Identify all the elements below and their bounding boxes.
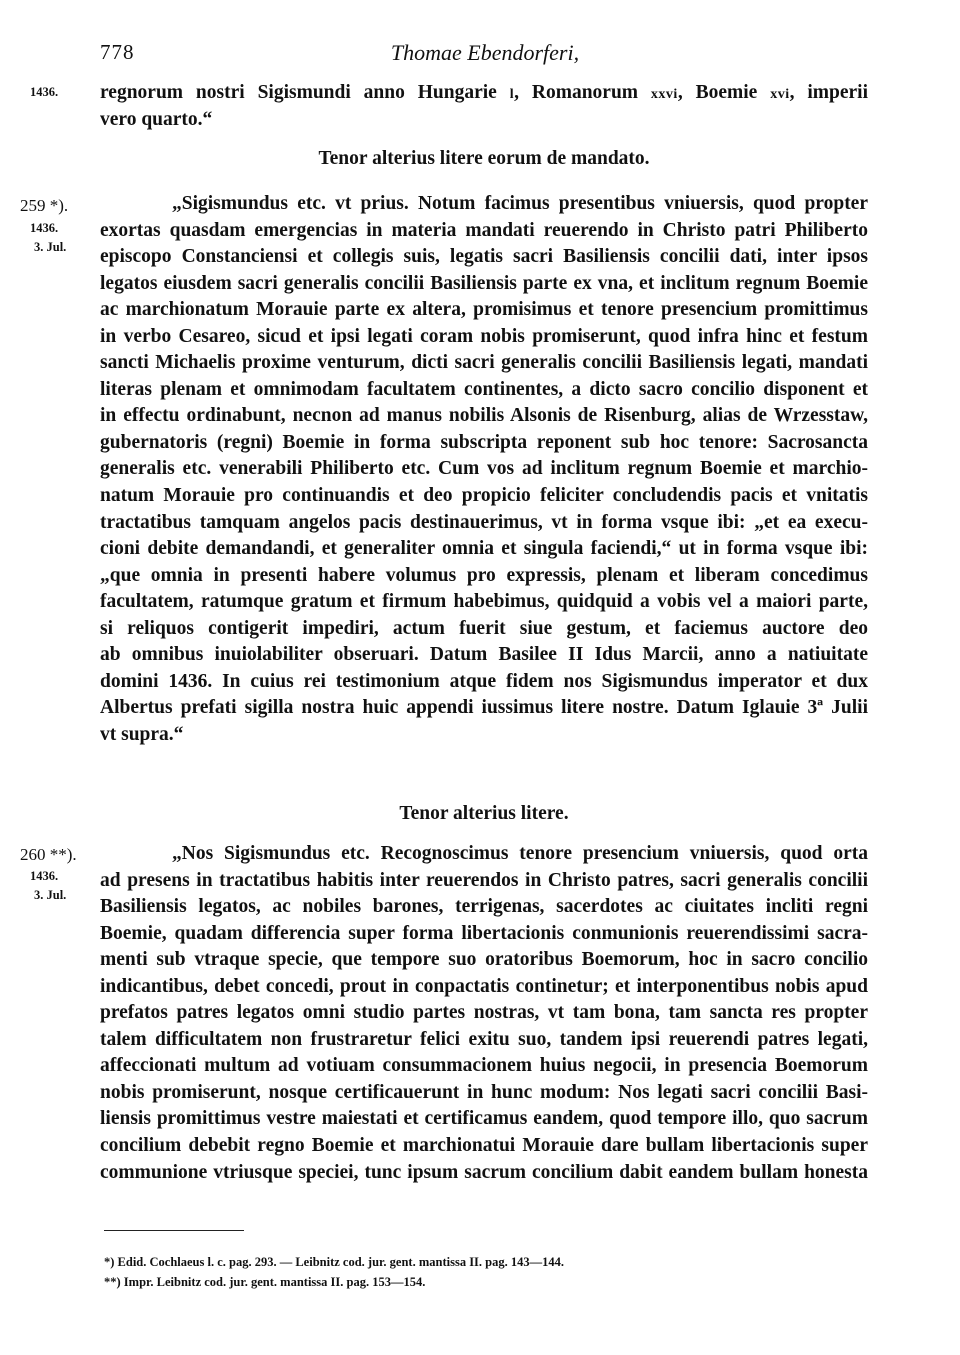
- text-line: domini 1436. In cuius rei testimonium atque fidem nos Sigismundus imperator et dux: [100, 670, 868, 692]
- text-line: ad presens in tractatibus habitis inter reuerendos in Christo patres, sacri generalis concilii: [100, 869, 868, 891]
- section-heading: Tenor alterius litere.: [399, 803, 569, 824]
- text-line: prefatos patres legatos omni studio partes nostras, vt tam bona, tam sancta res propter: [100, 1002, 868, 1024]
- text-block-260: [100, 841, 868, 1186]
- text-line: ac marchionatum Morauie parte ex altera, promisimus et tenore presencium promittimus: [100, 299, 868, 321]
- text-line: talem difficultatem non frustraretur felici exitu suo, tandem ipsi reuerendi patres legati,: [100, 1028, 868, 1050]
- text-line: menti sub vtraque specie, que tempore suo oratoribus Boemorum, hoc in sacro concilio: [100, 949, 868, 971]
- text-line: ab omnibus inuiolabiliter obseruari. Datum Basilee II Idus Marcii, anno a natiuitate: [100, 644, 868, 666]
- text-line: nobis promiserunt, nosque certificauerunt in hunc modum: Nos legati sacri concilii Basi-: [100, 1081, 868, 1103]
- text-line: Albertus prefati sigilla nostra huic appendi iussimus litere nostre. Datum Iglauie 3ª Julii: [100, 697, 868, 719]
- text-line: literas plenam et omnimodam facultatem continentes, a dicto sacro concilio disponent et: [100, 378, 868, 400]
- text-block-intro: [100, 80, 868, 133]
- text-line: in effectu ordinabunt, necnon ad manus nobilis Alsonis de Risenburg, alias de Wrzesstaw,: [100, 405, 868, 427]
- text-line: liensis promittimus vestre maiestati et certificamus eandem, quod tempore illo, quo sacrum: [100, 1108, 868, 1130]
- text-line: generalis etc. venerabili Philiberto etc. Cum vos ad inclitum regnum Boemie et marchio-: [100, 458, 868, 480]
- text-line: communione vtriusque speciei, tunc ipsum sacrum concilium dabit eandem bullam honesta: [100, 1161, 868, 1183]
- margin-year-260: 1436.: [30, 869, 59, 883]
- margin-year-259: 1436.: [30, 221, 59, 235]
- text-line: episcopo Constanciensi et collegis suis, legatis sacri Basiliensis concilii dati, inter ipsos: [100, 246, 868, 268]
- page-number: 778: [100, 40, 135, 64]
- text-line: regnorum nostri Sigismundi anno Hungarie l, Romanorum xxvi, Boemie xvi, imperii: [100, 82, 868, 103]
- margin-number-260: 260 **).: [20, 845, 77, 864]
- text-line: facultatem, ratumque gratum et firmum habebimus, quidquid a vobis vel a maiori parte,: [100, 591, 868, 613]
- text-line: natum Morauie pro continuandis et deo propicio feliciter concludendis pacis et vnitatis: [100, 485, 868, 507]
- text-line: exortas quasdam emergencias in materia mandati reuerendo in Christo patri Philiberto: [100, 219, 868, 241]
- section-heading: Tenor alterius litere eorum de mandato.: [318, 148, 650, 169]
- page-header: [100, 28, 870, 68]
- margin-year-1: 1436.: [30, 85, 59, 99]
- text-line: legatos eiusdem sacri generalis concilii Basiliensis parte ex vna, et inclitum regnum Boemie: [100, 272, 868, 294]
- section-heading-tenor: [100, 801, 868, 828]
- text-line: tractatibus tamquam angelos pacis destinauerimus, vt in forma vsque ibi: „et ea execu-: [100, 511, 868, 533]
- margin-date-260: 3. Jul.: [34, 888, 67, 902]
- margin-number-259: 259 *).: [20, 196, 69, 215]
- text-line: Basiliensis legatos, ac nobiles barones, terrigenas, sacerdotes ac ciuitates incliti regni: [100, 896, 868, 918]
- footnote-1: *) Edid. Cochlaeus l. c. pag. 293. — Leibnitz cod. jur. gent. mantissa II. pag. 143—144.: [104, 1255, 564, 1269]
- footnote-rule: [104, 1230, 244, 1231]
- text-line: affeccionati multum ad votiuam consummacionem huius negocii, in presencia Boemorum: [100, 1055, 868, 1077]
- footnote-2: **) Impr. Leibnitz cod. jur. gent. mantissa II. pag. 153—154.: [104, 1275, 426, 1289]
- text-line: concilium debebit regno Boemie et marchionatui Morauie dare bullam libertacionis super: [100, 1135, 868, 1157]
- text-line: in verbo Cesareo, sicud et ipsi legati coram nobis promiserunt, quod infra hinc et festum: [100, 325, 868, 347]
- text-line: vt supra.“: [100, 723, 184, 745]
- text-line: vero quarto.“: [100, 108, 213, 130]
- section-heading-mandato: [100, 146, 868, 173]
- text-line: „Sigismundus etc. vt prius. Notum facimus presentibus vniuersis, quod propter: [172, 193, 868, 214]
- footnotes: [104, 1252, 804, 1292]
- text-line: indicantibus, debet concedi, prout in conpactatis continetur; et interponentibus nobis apud: [100, 975, 868, 997]
- text-line: cioni debite demandandi, et generaliter omnia et singula faciendi,“ ut in forma vsque ibi:: [100, 538, 868, 560]
- text-line: „Nos Sigismundus etc. Recognoscimus tenore presencium vniuersis, quod orta: [172, 843, 868, 864]
- text-line: „que omnia in presenti habere volumus pro expressis, plenam et liberam concedimus: [100, 564, 868, 586]
- text-line: sancti Michaelis proxime venturum, dicti sacri generalis concilii Basiliensis legati, mandati: [100, 352, 868, 374]
- text-block-259: [100, 191, 868, 748]
- running-title: Thomae Ebendorferi,: [390, 40, 580, 65]
- margin-date-259: 3. Jul.: [34, 240, 67, 254]
- text-line: Boemie, quadam differencia super forma libertacionis conmunionis reuerendissimi sacra-: [100, 922, 868, 944]
- text-line: si reliquos contigerit impediri, actum fuerit siue gestum, et faciemus auctore deo: [100, 617, 868, 639]
- text-line: gubernatoris (regni) Boemie in forma subscripta reponent sub hoc tenore: Sacrosancta: [100, 431, 868, 453]
